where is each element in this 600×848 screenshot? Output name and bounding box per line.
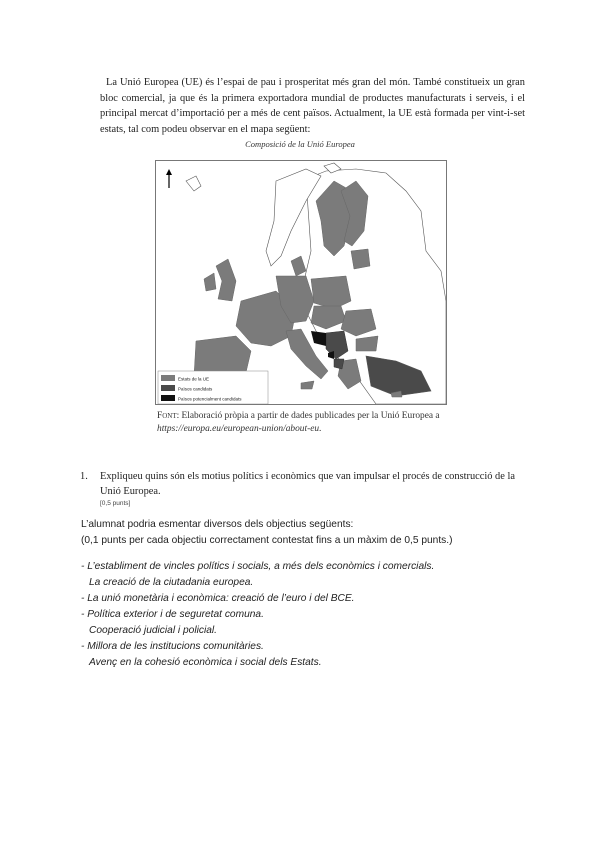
legend-label-candidates: Països candidats (178, 386, 213, 392)
map-source (157, 410, 457, 436)
denmark-shape (291, 256, 306, 276)
answer-intro: L’alumnat podria esmentar diversos dels objectius següents: (81, 519, 354, 530)
map-legend (158, 371, 268, 404)
source-end: . (319, 424, 322, 434)
answer-item-sub: La creació de la ciutadania europea. (89, 577, 254, 588)
question-points: [0,5 punts] (100, 500, 131, 507)
answer-item (81, 607, 551, 639)
question-text: Expliqueu quins són els motius polítics i econòmics que van impulsar el procés de construcció de la Unió Europea. (100, 471, 515, 497)
legend-swatch-eu (161, 375, 175, 381)
source-label: Font (157, 411, 177, 421)
answer-block (81, 517, 551, 671)
source-url: https://europa.eu/european-union/about-eu (157, 424, 320, 434)
answer-item (81, 639, 551, 671)
answer-item-main: - La unió monetària i econòmica: creació de l’euro i del BCE. (81, 593, 355, 604)
answer-scoring: (0,1 punts per cada objectiu correctament contestat fins a un màxim de 0,5 punts.) (81, 535, 453, 546)
source-text: : Elaboració pròpia a partir de dades publicades per la Unió Europea a (176, 411, 440, 421)
answer-item-sub: Avenç en la cohesió econòmica i social dels Estats. (89, 657, 322, 668)
intro-paragraph: La Unió Europea (UE) és l’espai de pau i prosperitat més gran del món. També constitueix un gran bloc comercial, ja que és la primera exportadora mundial de productes manufacturats i serveis, i el principal mercat d’importació per a més de cent països. Actualment, la UE està formada per vint-i-set estats, tal com podeu observar en el mapa següent: (100, 77, 525, 135)
legend-label-eu: Estats de la UE (178, 376, 210, 382)
answer-list (81, 559, 551, 671)
bosnia-shape (311, 331, 326, 346)
answer-item-main: - Millora de les institucions comunitàries. (81, 641, 264, 652)
answer-item-main: - L’establiment de vincles polítics i socials, a més dels econòmics i comercials. (81, 561, 435, 572)
question-number: 1. (80, 471, 88, 482)
eu-map (155, 160, 447, 405)
legend-label-potential: Països potencialment candidats (178, 396, 242, 402)
map-caption: Composició de la Unió Europea (245, 139, 355, 149)
legend-swatch-candidates (161, 385, 175, 391)
legend-swatch-potential (161, 395, 175, 401)
answer-item-main: - Política exterior i de seguretat comuna. (81, 609, 264, 620)
iceland-shape (186, 176, 201, 191)
question-1 (80, 470, 530, 509)
ireland-uk-shape (216, 259, 236, 301)
baltic-states-shape (351, 249, 370, 269)
poland-shape (311, 276, 351, 309)
answer-item (81, 591, 551, 607)
answer-item (81, 559, 551, 591)
answer-item-sub: Cooperació judicial i policial. (89, 625, 217, 636)
